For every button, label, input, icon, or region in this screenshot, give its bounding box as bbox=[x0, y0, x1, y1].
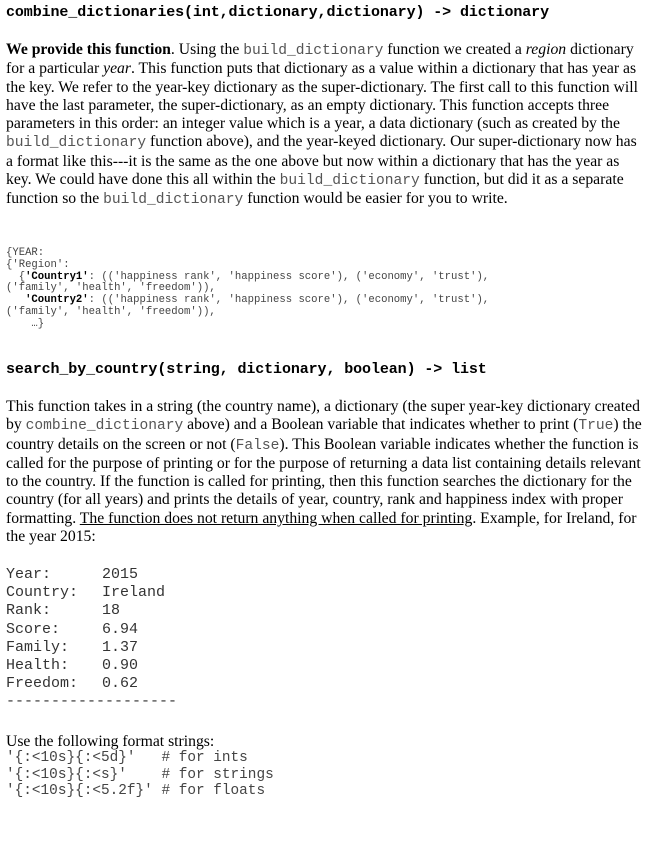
output-row bbox=[6, 621, 177, 639]
indent: { bbox=[6, 270, 26, 283]
text-run: . This function puts that dictionary as a value within a dictionary that has year as the key. We refer to the year-key dictionary as the super-dictionary. The first call to this function will have the last parameter, the super-dictionary, as an empty dictionary. This function accepts three parameters in this order: an integer value which is a year, a data dictionary (such as created by the bbox=[6, 60, 638, 133]
output-row bbox=[6, 675, 177, 693]
example-line: …} bbox=[6, 317, 45, 330]
example-output bbox=[6, 566, 177, 712]
inline-code: build_dictionary bbox=[279, 173, 420, 190]
output-label: Rank: bbox=[6, 602, 52, 620]
text-run: dictionary for a particular bbox=[6, 41, 634, 78]
search-by-country-description bbox=[6, 398, 642, 546]
output-label: Year: bbox=[6, 566, 52, 583]
output-row bbox=[6, 584, 177, 602]
text-run: . Using the bbox=[170, 41, 244, 58]
text-run: function we created a bbox=[383, 41, 526, 58]
output-label: Freedom: bbox=[6, 675, 79, 693]
inline-code: build_dictionary bbox=[243, 43, 384, 59]
format-string-string: '{:<10s}{:<s}' # for strings bbox=[6, 766, 274, 783]
text-run: above) and a Boolean variable that indicates whether to print ( bbox=[183, 416, 579, 434]
text-run: function, but did it as a separate function so the bbox=[6, 171, 624, 208]
output-row bbox=[6, 566, 177, 584]
underlined-note: The function does not return anything when called for printing bbox=[79, 509, 473, 527]
output-row bbox=[6, 639, 177, 657]
inline-code-true: True bbox=[578, 418, 614, 435]
format-intro: Use the following format strings: bbox=[6, 733, 215, 750]
tuple-text: : (('happiness rank', 'happiness score'), ('economy', 'trust'), bbox=[88, 270, 490, 283]
format-string-int: '{:<10s}{:<5d}' # for ints bbox=[6, 750, 248, 766]
super-dictionary-example bbox=[6, 248, 489, 331]
output-value: 2015 bbox=[102, 566, 139, 583]
text-run: . Example, for Ireland, for the year 2015: bbox=[6, 509, 637, 546]
output-separator: ------------------- bbox=[6, 693, 178, 711]
text-run: function above), and the year-keyed dictionary. Our super-dictionary now has a format like this---it is the same as the one above but now within a dictionary that has the year as key. We could have done this all within the bbox=[6, 133, 637, 189]
country-key: 'Country1' bbox=[25, 270, 89, 283]
output-label: Score: bbox=[6, 620, 61, 638]
text-run: function would be easier for you to write. bbox=[243, 190, 508, 208]
example-line: ('family', 'health', 'freedom')), bbox=[6, 305, 216, 318]
indent bbox=[6, 294, 25, 306]
function-signature-combine-dictionaries: combine_dictionaries(int,dictionary,dictionary) -> dictionary bbox=[6, 4, 549, 21]
text-run: ) the country details on the screen or not ( bbox=[6, 416, 642, 453]
lead-bold: We provide this function bbox=[6, 41, 171, 58]
text-run: ). This Boolean variable indicates whether the function is called for the purpose of printing or for the purpose of returning a data list containing details relevant to the country. If the function is called for printing, then this function searches the dictionary for the country (for all years) and prints the details of year, country, rank and happiness index with proper formatting. bbox=[6, 435, 641, 527]
emphasis-year: year bbox=[103, 60, 131, 78]
output-value: 1.37 bbox=[102, 638, 139, 656]
example-line: ('family', 'health', 'freedom')), bbox=[6, 282, 216, 295]
inline-code: build_dictionary bbox=[6, 135, 147, 152]
output-value: 0.90 bbox=[102, 656, 139, 674]
output-label: Health: bbox=[6, 656, 70, 674]
tuple-text: : (('happiness rank', 'happiness score'), ('economy', 'trust'), bbox=[88, 294, 490, 307]
inline-code: build_dictionary bbox=[103, 192, 244, 209]
output-value: 18 bbox=[102, 602, 121, 620]
output-value: 0.62 bbox=[102, 675, 139, 693]
example-line: {'Region': bbox=[6, 258, 70, 271]
emphasis-region: region bbox=[525, 41, 567, 58]
country-key: 'Country2' bbox=[25, 294, 89, 307]
combine-dictionaries-description bbox=[6, 41, 642, 210]
inline-code-false: False bbox=[235, 437, 280, 454]
output-label: Family: bbox=[6, 638, 70, 656]
format-string-float: '{:<10s}{:<5.2f}' # for floats bbox=[6, 783, 266, 800]
inline-code: combine_dictionary bbox=[25, 418, 184, 435]
output-row bbox=[6, 602, 177, 620]
text-run: This function takes in a string (the country name), a dictionary (the super year-key dictionary created by bbox=[6, 398, 640, 434]
output-label: Country: bbox=[6, 584, 79, 602]
output-value: Ireland bbox=[102, 584, 166, 602]
output-value: 6.94 bbox=[102, 620, 139, 638]
format-strings bbox=[6, 750, 274, 800]
output-row bbox=[6, 657, 177, 675]
function-signature-search-by-country: search_by_country(string, dictionary, boolean) -> list bbox=[6, 361, 487, 378]
example-line: {YEAR: bbox=[6, 247, 45, 259]
